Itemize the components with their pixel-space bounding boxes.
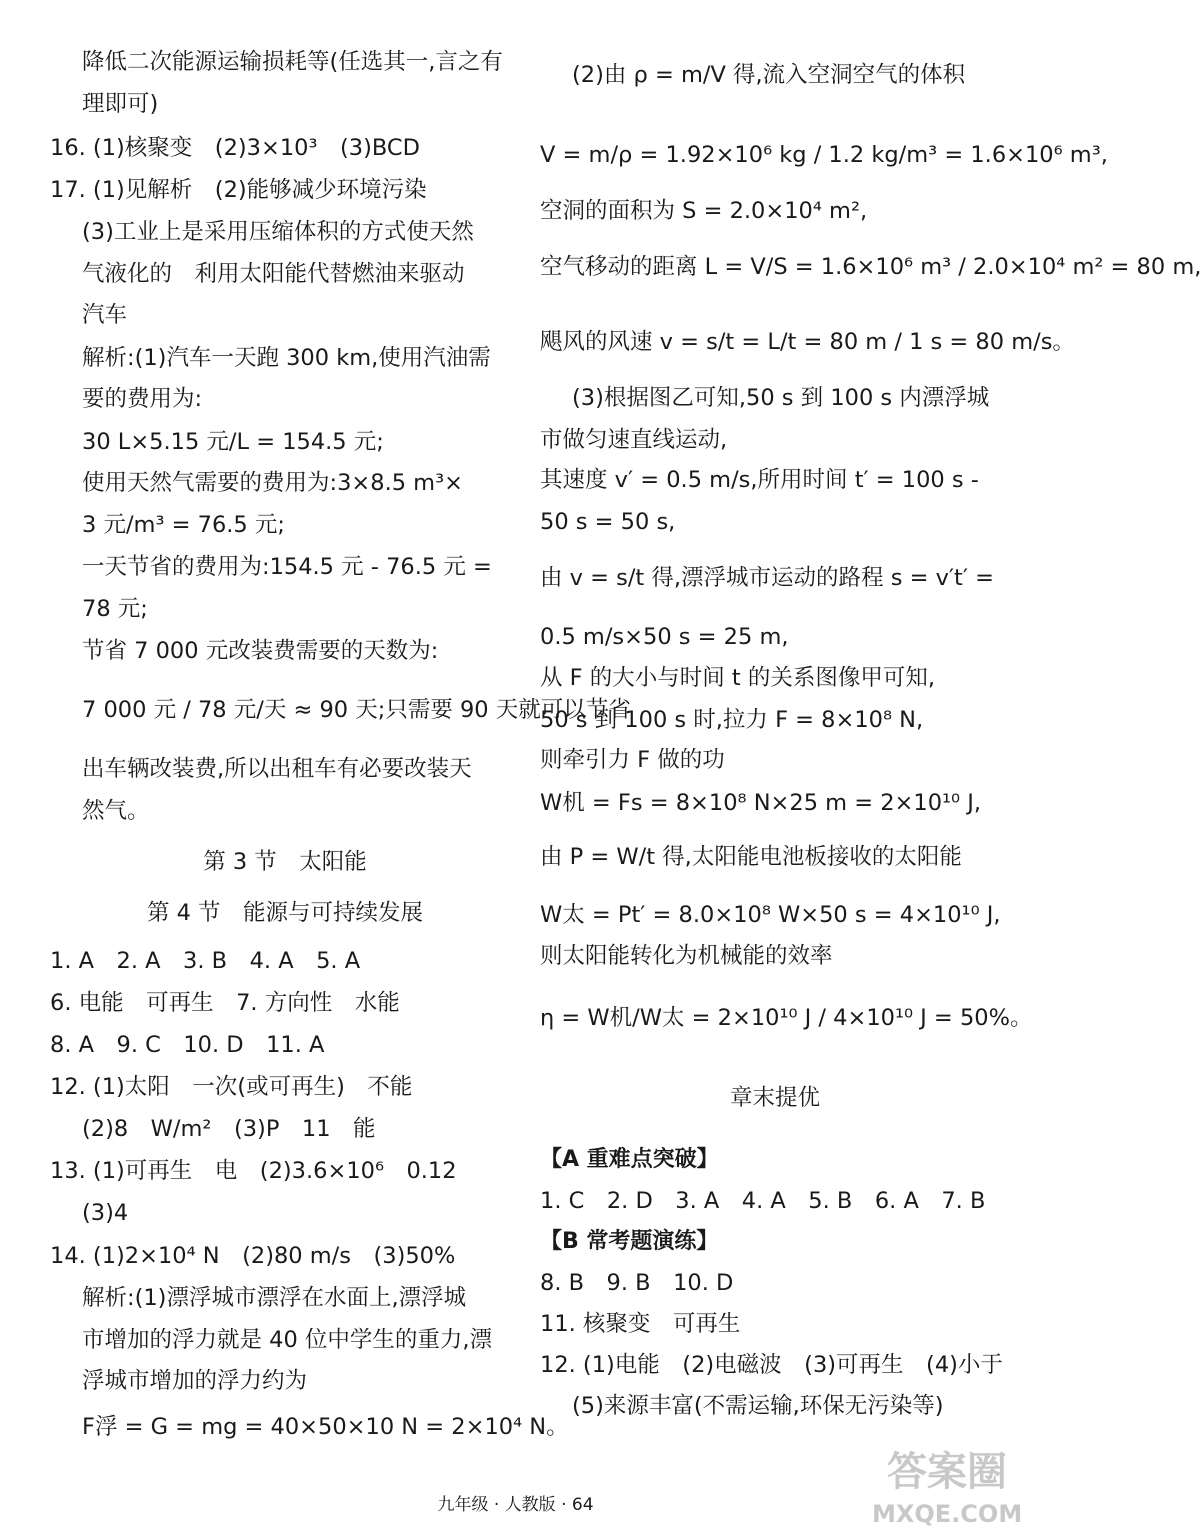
analysis-line: 解析:(1)汽车一天跑 300 km,使用汽油需 [82, 345, 491, 371]
text-line: 然气。 [82, 798, 150, 824]
text-line: 市增加的浮力就是 40 位中学生的重力,漂 [82, 1327, 493, 1353]
watermark-url: MXQE.COM [872, 1500, 1023, 1528]
watermark-logo [872, 1448, 1022, 1534]
page-footer: 九年级 · 人教版 · 64 [437, 1495, 594, 1515]
text-line: 使用天然气需要的费用为:3×8.5 m³× [82, 470, 463, 496]
answer-12: 12. (1)太阳 一次(或可再生) 不能 [50, 1074, 413, 1100]
fraction-line: 7 000 元 / 78 元/天 ≈ 90 天;只需要 90 天就可以节省 [82, 697, 631, 723]
text-line: (3)工业上是采用压缩体积的方式使天然 [82, 219, 474, 245]
formula-line: 飓风的风速 v = s/t = L/t = 80 m / 1 s = 80 m/s。 [540, 329, 1075, 355]
text-line: 30 L×5.15 元/L = 154.5 元; [82, 429, 384, 455]
answer-14: 14. (1)2×10⁴ N (2)80 m/s (3)50% [50, 1243, 456, 1269]
watermark-text: 答案圈 [887, 1449, 1007, 1495]
text-line: 50 s 到 100 s 时,拉力 F = 8×10⁸ N, [540, 707, 924, 733]
text-line: 从 F 的大小与时间 t 的关系图像甲可知, [540, 665, 936, 691]
section-heading: 章末提优 [729, 1085, 820, 1111]
text-line: 其速度 v′ = 0.5 m/s,所用时间 t′ = 100 s - [540, 467, 979, 493]
text-line: 汽车 [82, 302, 128, 328]
formula-line: 空气移动的距离 L = V/S = 1.6×10⁶ m³ / 2.0×10⁴ m² = 80 m, [540, 254, 1201, 280]
answer-11: 11. 核聚变 可再生 [540, 1311, 741, 1337]
text-line: 要的费用为: [82, 386, 203, 412]
answer-8-10: 8. B 9. B 10. D [540, 1270, 734, 1296]
answer-13: 13. (1)可再生 电 (2)3.6×10⁶ 0.12 [50, 1158, 457, 1184]
text-line: 则牵引力 F 做的功 [540, 747, 725, 773]
text-line: 节省 7 000 元改装费需要的天数为: [82, 638, 439, 664]
answer-1-7: 1. C 2. D 3. A 4. A 5. B 6. A 7. B [540, 1188, 986, 1214]
text-line: 78 元; [82, 596, 148, 622]
answer-8-11: 8. A 9. C 10. D 11. A [50, 1032, 325, 1058]
text-line: 气液化的 利用太阳能代替燃油来驱动 [82, 261, 465, 287]
answer-16: 16. (1)核聚变 (2)3×10³ (3)BCD [50, 135, 420, 161]
text-line: 50 s = 50 s, [540, 509, 676, 535]
section-heading: 第 3 节 太阳能 [203, 849, 367, 875]
formula-line: W机 = Fs = 8×10⁸ N×25 m = 2×10¹⁰ J, [540, 790, 982, 816]
text-line: (3)根据图乙可知,50 s 到 100 s 内漂浮城 [572, 385, 990, 411]
text-line: 浮城市增加的浮力约为 [82, 1368, 308, 1394]
text-line: 0.5 m/s×50 s = 25 m, [540, 624, 789, 650]
text-line: 出车辆改装费,所以出租车有必要改装天 [82, 756, 472, 782]
text-line: 降低二次能源运输损耗等(任选其一,言之有 [82, 49, 503, 75]
text-line: (3)4 [82, 1200, 129, 1226]
formula-line: F浮 = G = mg = 40×50×10 N = 2×10⁴ N。 [82, 1414, 569, 1440]
section-heading: 第 4 节 能源与可持续发展 [146, 900, 424, 926]
text-line: (5)来源丰富(不需运输,环保无污染等) [572, 1393, 944, 1419]
analysis-line: 解析:(1)漂浮城市漂浮在水面上,漂浮城 [82, 1285, 467, 1311]
formula-line: V = m/ρ = 1.92×10⁶ kg / 1.2 kg/m³ = 1.6×10⁶ m³, [540, 142, 1108, 168]
answer-12: 12. (1)电能 (2)电磁波 (3)可再生 (4)小于 [540, 1352, 1003, 1378]
text-line: 3 元/m³ = 76.5 元; [82, 512, 285, 538]
subsection-header-b: 【B 常考题演练】 [540, 1229, 719, 1254]
text-line: 理即可) [82, 91, 159, 117]
text-line: (2)8 W/m² (3)P 11 能 [82, 1116, 376, 1142]
formula-line: 由 v = s/t 得,漂浮城市运动的路程 s = v′t′ = [540, 565, 994, 591]
subsection-header-a: 【A 重难点突破】 [540, 1147, 719, 1172]
text-line: 一天节省的费用为:154.5 元 - 76.5 元 = [82, 554, 492, 580]
text-line: (2)由 ρ = m/V 得,流入空洞空气的体积 [572, 62, 966, 88]
formula-line: 由 P = W/t 得,太阳能电池板接收的太阳能 [540, 844, 962, 870]
formula-line: W太 = Pt′ = 8.0×10⁸ W×50 s = 4×10¹⁰ J, [540, 902, 1001, 928]
answer-17: 17. (1)见解析 (2)能够减少环境污染 [50, 177, 427, 203]
answer-1-5: 1. A 2. A 3. B 4. A 5. A [50, 948, 361, 974]
text-line: 空洞的面积为 S = 2.0×10⁴ m², [540, 198, 868, 224]
text-line: 则太阳能转化为机械能的效率 [540, 943, 833, 969]
formula-line: η = W机/W太 = 2×10¹⁰ J / 4×10¹⁰ J = 50%。 [540, 1005, 1033, 1031]
answer-6-7: 6. 电能 可再生 7. 方向性 水能 [50, 990, 400, 1016]
text-line: 市做匀速直线运动, [540, 427, 728, 453]
